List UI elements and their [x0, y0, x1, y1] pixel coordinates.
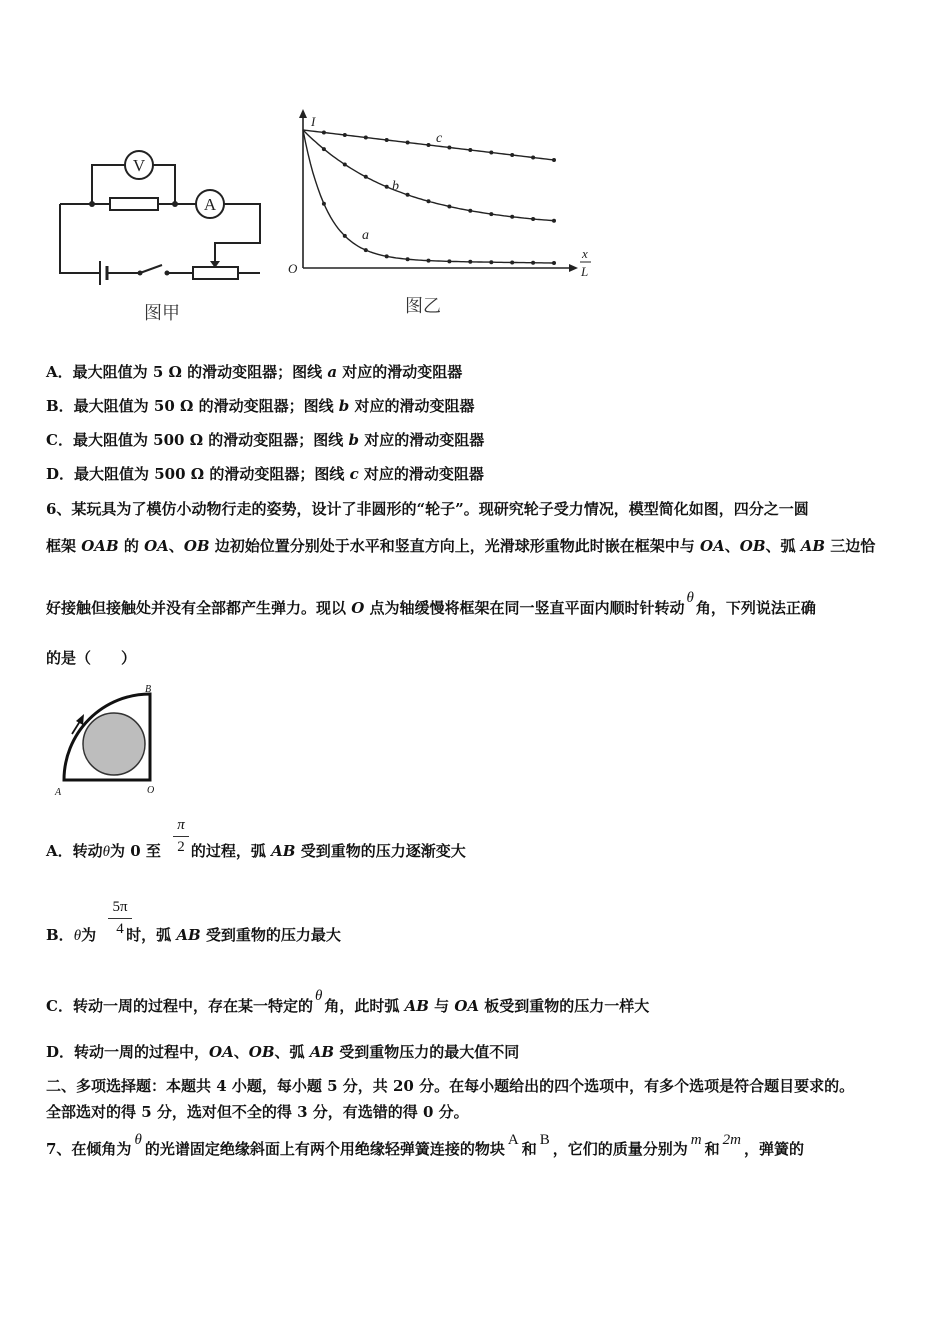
frame-label-o: O: [147, 785, 155, 796]
curve-c-point: [489, 151, 493, 155]
origin-label: O: [288, 261, 298, 276]
junction-dot: [138, 271, 143, 276]
q6-option-a: A．转动θ为 0 至 的过程，弧 AB 受到重物的压力逐渐变大: [46, 842, 466, 860]
curve-a-point: [468, 260, 472, 264]
curve-a-point: [552, 261, 556, 265]
curve-b-point: [343, 163, 347, 167]
curve-a-point: [322, 202, 326, 206]
q6-stem-line1: 6、某玩具为了模仿小动物行走的姿势，设计了非圆形的“轮子”。现研究轮子受力情况，模型简化如图，四分之一圆: [46, 500, 809, 518]
curve-c-point: [406, 141, 410, 145]
q6-option-b: B．θ为 时，弧 AB 受到重物的压力最大: [46, 926, 341, 944]
rotation-arrow-head: [76, 714, 84, 725]
circuit-diagram: [55, 148, 270, 288]
curve-a-point: [385, 254, 389, 258]
q5-option-a: A．最大阻值为 5 Ω 的滑动变阻器；图线 a 对应的滑动变阻器: [46, 363, 463, 381]
fraction-pi-over-2: π 2: [173, 817, 189, 856]
curve-a-point: [447, 259, 451, 263]
curve-c-point: [343, 133, 347, 137]
q6-stem-line2: 框架 OAB 的 OA、OB 边初始位置分别处于水平和竖直方向上，光滑球形重物此时嵌在框架中与 OA、OB、弧 AB 三边恰: [46, 537, 876, 555]
curve-c-point: [385, 138, 389, 142]
curve-b-point: [489, 212, 493, 216]
curve-b-point: [531, 217, 535, 221]
current-graph: [284, 108, 604, 286]
curve-c-point: [427, 143, 431, 147]
curve-b-point: [510, 215, 514, 219]
curve-c-point: [322, 131, 326, 135]
q6-stem-line3: 好接触但接触处并没有全部都产生弹力。现以 O 点为轴缓慢将框架在同一竖直平面内顺时针转动θ角，下列说法正确: [46, 590, 816, 617]
x-axis-arrow: [569, 264, 578, 272]
frame-label-a: A: [55, 787, 62, 798]
curve-b-point: [468, 209, 472, 213]
curve-a-point: [510, 261, 514, 265]
q6-stem-line4: 的是（ ）: [46, 649, 137, 667]
curve-c-point: [468, 148, 472, 152]
junction-dot: [89, 201, 95, 207]
curve-c-point: [447, 146, 451, 150]
q7-stem: 7、在倾角为 θ 的光谱固定绝缘斜面上有两个用绝缘轻弹簧连接的物块 A 和 B ，它们的质量分别为 m 和 2m ，弹簧的: [46, 1132, 804, 1158]
curve-b-point: [406, 193, 410, 197]
curve-b-point: [552, 219, 556, 223]
x-axis-label-den: L: [581, 264, 589, 279]
q5-option-b: B．最大阻值为 50 Ω 的滑动变阻器；图线 b 对应的滑动变阻器: [46, 397, 475, 415]
quarter-circle-frame: [50, 682, 165, 800]
y-axis-label: I: [311, 114, 316, 129]
curve-a-point: [343, 234, 347, 238]
curve-b-point: [427, 199, 431, 203]
curve-b-point: [385, 185, 389, 189]
curve-a-point: [427, 259, 431, 263]
junction-dot: [165, 271, 170, 276]
theta-symbol: θ: [686, 590, 694, 606]
curve-label-b: b: [392, 179, 399, 194]
q5-option-c: C．最大阻值为 500 Ω 的滑动变阻器；图线 b 对应的滑动变阻器: [46, 431, 485, 449]
q6-option-c: C．转动一周的过程中，存在某一特定的θ角，此时弧 AB 与 OA 板受到重物的压力一样大: [46, 988, 650, 1015]
curve-c-point: [364, 136, 368, 140]
y-axis-arrow: [299, 109, 307, 118]
curve-a-point: [364, 248, 368, 252]
voltmeter-label: V: [132, 156, 146, 175]
curve-b-point: [447, 205, 451, 209]
x-axis-label-num: x: [582, 246, 588, 261]
curve-a: [303, 130, 554, 263]
curve-b-point: [364, 175, 368, 179]
curve-c-point: [510, 153, 514, 157]
curve-a-point: [406, 257, 410, 261]
curve-c-point: [531, 156, 535, 160]
section2-heading-line2: 全部选对的得 5 分，选对但不全的得 3 分，有选错的得 0 分。: [46, 1103, 469, 1121]
curve-label-c: c: [436, 131, 443, 146]
ammeter-label: A: [203, 195, 217, 214]
curve-b-point: [322, 147, 326, 151]
fraction-5pi-over-4: 5π 4: [108, 899, 132, 938]
curve-c-point: [552, 158, 556, 162]
q5-option-d: D．最大阻值为 500 Ω 的滑动变阻器；图线 c 对应的滑动变阻器: [46, 465, 484, 483]
section2-heading-line1: 二、多项选择题：本题共 4 小题，每小题 5 分，共 20 分。在每小题给出的四个选项中，有多个选项是符合题目要求的。: [46, 1077, 855, 1095]
curve-a-point: [489, 260, 493, 264]
graph-caption: 图乙: [405, 296, 441, 317]
q6-option-d: D．转动一周的过程中，OA、OB、弧 AB 受到重物压力的最大值不同: [46, 1043, 520, 1061]
curve-label-a: a: [362, 228, 369, 243]
junction-dot: [172, 201, 178, 207]
circuit-caption: 图甲: [144, 303, 180, 324]
curve-a-point: [531, 261, 535, 265]
frame-label-b: B: [145, 684, 152, 695]
ball: [83, 713, 145, 775]
